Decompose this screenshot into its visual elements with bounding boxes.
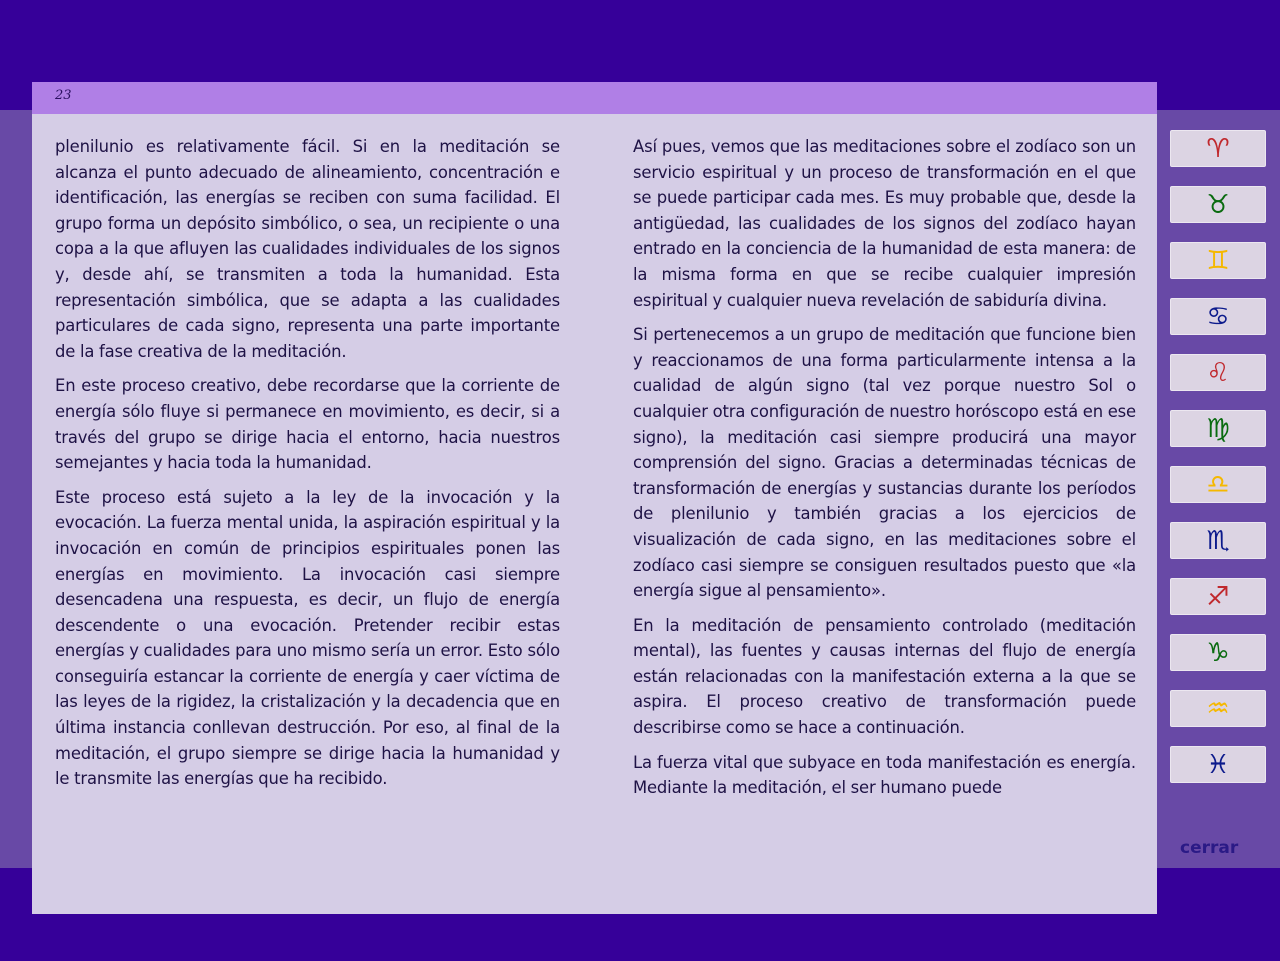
- aquarius-icon: ♒︎: [1206, 693, 1230, 724]
- zodiac-button-sagittarius[interactable]: [1170, 578, 1266, 615]
- zodiac-button-pisces[interactable]: [1170, 746, 1266, 783]
- aries-icon: ♈︎: [1206, 133, 1230, 164]
- page-number: 23: [55, 88, 72, 103]
- paragraph: La fuerza vital que subyace en toda manifestación es energía. Mediante la meditación, el ser humano puede: [633, 752, 1136, 798]
- sagittarius-icon: ♐︎: [1206, 581, 1230, 612]
- libra-icon: ♎︎: [1206, 469, 1230, 500]
- gemini-icon: ♊︎: [1206, 245, 1230, 276]
- left-column: [55, 134, 560, 801]
- paragraph: Así pues, vemos que las meditaciones sobre el zodíaco son un servicio espiritual y un proceso de transformación en el que se puede participar cada mes. Es muy probable que, desde la antigüedad, las cualidades de los signos del zodíaco hayan entrado en la conciencia de la humanidad de esta manera: de la misma forma en que se recibe cualquier impresión espiritual y cualquier nueva revelación de sabiduría divina.: [633, 137, 1136, 310]
- scorpio-icon: ♏︎: [1206, 525, 1230, 556]
- close-link[interactable]: cerrar: [1180, 838, 1239, 858]
- cancer-icon: ♋︎: [1206, 301, 1230, 332]
- zodiac-button-virgo[interactable]: [1170, 410, 1266, 447]
- zodiac-button-scorpio[interactable]: [1170, 522, 1266, 559]
- zodiac-button-libra[interactable]: [1170, 466, 1266, 503]
- paragraph: Este proceso está sujeto a la ley de la invocación y la evocación. La fuerza mental unida, la aspiración espiritual y la invocación en común de principios espirituales ponen las energías en movimiento. La invocación casi siempre desencadena una respuesta, es decir, un flujo de energía descendente o una evocación. Pretender recibir estas energías y cualidades para uno mismo sería un error. Esto sólo conseguiría estancar la corriente de energía y caer víctima de las leyes de la rigidez, la cristalización y la decadencia que en última instancia conllevan destrucción. Por eso, al final de la meditación, el grupo siempre se dirige hacia la humanidad y le transmite las energías que ha recibido.: [55, 487, 560, 789]
- book-page: [32, 82, 1157, 914]
- paragraph: En la meditación de pensamiento controlado (meditación mental), las fuentes y causas internas del flujo de energía están relacionadas con la manifestación externa a la que se aspira. El proceso creativo de transformación puede describirse como se hace a continuación.: [633, 615, 1136, 738]
- capricorn-icon: ♑︎: [1206, 637, 1230, 668]
- zodiac-button-capricorn[interactable]: [1170, 634, 1266, 671]
- paragraph: En este proceso creativo, debe recordarse que la corriente de energía sólo fluye si permanece en movimiento, es decir, si a través del grupo se dirige hacia el entorno, hacia nuestros semejantes y hacia toda la humanidad.: [55, 376, 560, 473]
- right-column: [633, 134, 1136, 810]
- page-header: [32, 82, 1157, 114]
- zodiac-button-aries[interactable]: [1170, 130, 1266, 167]
- pisces-icon: ♓︎: [1206, 749, 1230, 780]
- zodiac-button-leo[interactable]: [1170, 354, 1266, 391]
- zodiac-button-aquarius[interactable]: [1170, 690, 1266, 727]
- zodiac-button-taurus[interactable]: [1170, 186, 1266, 223]
- leo-icon: ♌︎: [1206, 357, 1230, 388]
- virgo-icon: ♍︎: [1206, 413, 1230, 444]
- zodiac-nav: [1170, 130, 1266, 802]
- zodiac-button-cancer[interactable]: [1170, 298, 1266, 335]
- taurus-icon: ♉︎: [1206, 189, 1230, 220]
- paragraph: Si pertenecemos a un grupo de meditación que funcione bien y reaccionamos de una forma particularmente intensa a la cualidad de algún signo (tal vez porque nuestro Sol o cualquier otra configuración de nuestro horóscopo está en ese signo), la meditación casi siempre producirá una mayor comprensión del signo. Gracias a determinadas técnicas de transformación de energías y sustancias durante los períodos de plenilunio y también gracias a los ejercicios de visualización de cada signo, en las meditaciones sobre el zodíaco casi siempre se consiguen resultados puesto que «la energía sigue al pensamiento».: [633, 325, 1136, 601]
- zodiac-button-gemini[interactable]: [1170, 242, 1266, 279]
- paragraph: plenilunio es relativamente fácil. Si en la meditación se alcanza el punto adecuado de alineamiento, concentración e identificación, las energías se reciben con suma facilidad. El grupo forma un depósito simbólico, o sea, un recipiente o una copa a la que afluyen las cualidades individuales de los signos y, desde ahí, se transmiten a toda la humanidad. Esta representación simbólica, que se adapta a las cualidades particulares de cada signo, representa una parte importante de la fase creativa de la meditación.: [55, 137, 560, 361]
